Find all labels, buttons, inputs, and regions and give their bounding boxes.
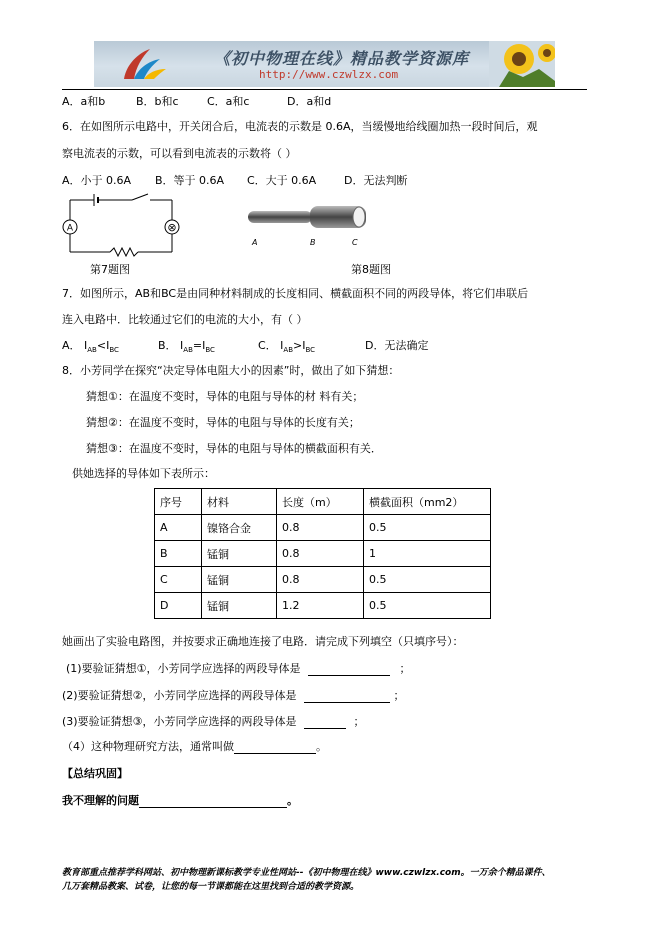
q6-option-a: A．小于 0.6A (62, 174, 132, 187)
summary-heading: 【总结巩固】 (62, 767, 128, 780)
table-cell: 0.5 (364, 515, 491, 541)
table-cell: 锰铜 (202, 541, 277, 567)
banner-url: http://www.czwlzx.com (259, 68, 399, 81)
summary-blank[interactable] (139, 795, 287, 808)
fill3-blank[interactable] (304, 716, 346, 729)
fill3-text: (3)要验证猜想③，小芳同学应选择的两段导体是 (62, 715, 297, 728)
fill1-blank[interactable] (308, 663, 390, 676)
q8-intro: 8．小芳同学在探究“决定导体电阻大小的因素”时，做出了如下猜想： (62, 364, 400, 377)
q6-option-d: D．无法判断 (344, 174, 408, 187)
table-cell: 0.8 (277, 567, 364, 593)
q6-stem-line2: 察电流表的示数，可以看到电流表的示数将（ ） (62, 147, 297, 160)
q7-option-b-label: B． I (158, 339, 184, 352)
conductor-label-c: C (352, 238, 358, 247)
fill2-semicolon: ； (393, 689, 405, 702)
q7-option-a-label: A． I (62, 339, 88, 352)
q6-option-c: C．大于 0.6A (247, 174, 317, 187)
subscript-ab: AB (283, 346, 294, 355)
subscript-bc: BC (305, 346, 316, 355)
q7-stem-line1: 7．如图所示，AB和BC是由同种材料制成的长度相同、横截面积不同的两段导体，将它们串联后 (62, 287, 529, 300)
q8-guess2: 猜想②：在温度不变时，导体的电阻与导体的长度有关； (86, 416, 360, 429)
q8-fill2 (62, 689, 404, 703)
conductor-label-b: B (310, 238, 316, 247)
q5-option-c: C．a和c (207, 95, 250, 108)
banner-title: 《初中物理在线》精品教学资源库 (214, 49, 470, 68)
q8-guess1: 猜想①：在温度不变时，导体的电阻与导体的材 料有关； (86, 390, 364, 403)
table-cell: 0.5 (364, 567, 491, 593)
table-cell: D (155, 593, 202, 619)
ammeter-symbol: A (66, 223, 74, 234)
q8-fill1 (66, 662, 410, 676)
q8-table-intro: 供她选择的导体如下表所示： (72, 467, 215, 480)
q8-fill4 (62, 740, 327, 754)
table-cell: 镍铬合金 (202, 515, 277, 541)
q5-option-b: B．b和c (136, 95, 179, 108)
relation-less: < (96, 339, 107, 352)
q7-option-b: B． $I_{AB}=I_{BC}$ (158, 339, 215, 355)
q7-stem-line2: 连入电路中．比较通过它们的电流的大小，有（ ） (62, 313, 308, 326)
subscript-ab: AB (183, 346, 193, 355)
table-cell: A (155, 515, 202, 541)
summary-prompt-text: 我不理解的问题 (62, 794, 139, 807)
subscript-bc: BC (205, 346, 215, 355)
circuit-diagram (60, 190, 190, 262)
fill1-text: (1)要验证猜想①，小芳同学应选择的两段导体是 (66, 662, 301, 675)
table-row (155, 515, 491, 541)
fill2-blank[interactable] (304, 690, 390, 703)
lamp-symbol: ⊗ (167, 221, 177, 234)
fill1-semicolon: ； (399, 662, 411, 675)
relation-greater: > (293, 339, 303, 352)
table-header-cell: 序号 (155, 489, 202, 515)
table-header-cell: 横截面积（mm2） (364, 489, 491, 515)
footer-line1: 教育部重点推荐学科网站、初中物理新课标教学专业性网站--《初中物理在线》www.czwlzx.com。一万余个精品课件、 (62, 868, 551, 878)
table-cell: 1 (364, 541, 491, 567)
table-cell: C (155, 567, 202, 593)
summary-prompt (62, 794, 298, 808)
table-cell: 0.8 (277, 541, 364, 567)
table-header-cell: 材料 (202, 489, 277, 515)
conductor-diagram (240, 203, 375, 253)
fig8-caption: 第8题图 (351, 263, 391, 276)
fill2-text: (2)要验证猜想②，小芳同学应选择的两段导体是 (62, 689, 297, 702)
subscript-ab: AB (87, 346, 97, 355)
q5-option-d: D．a和d (287, 95, 332, 108)
table-cell: 0.5 (364, 593, 491, 619)
table-header-cell: 长度（m） (277, 489, 364, 515)
conductor-label-a: A (252, 238, 258, 247)
fill4-period: 。 (316, 740, 327, 753)
table-row (155, 567, 491, 593)
q6-option-b: B．等于 0.6A (155, 174, 225, 187)
table-header-row (155, 489, 491, 515)
q8-guess3: 猜想③：在温度不变时，导体的电阻与导体的横截面积有关． (86, 442, 382, 455)
subscript-bc: BC (109, 346, 119, 355)
q8-after-table: 她画出了实验电路图，并按要求正确地连接了电路．请完成下列填空（只填序号）： (62, 635, 464, 648)
q7-option-a: A． $I_{AB}<I_{BC}$ (62, 339, 119, 355)
header-banner (94, 41, 555, 87)
table-cell: B (155, 541, 202, 567)
table-row (155, 593, 491, 619)
conductor-table (154, 488, 491, 619)
fill4-blank[interactable] (234, 741, 316, 754)
fig7-caption: 第7题图 (90, 263, 130, 276)
q7-option-d: D．无法确定 (365, 339, 429, 352)
summary-end: 。 (287, 794, 298, 807)
q7-option-c-label: C． I (258, 339, 284, 352)
logo-icon (116, 45, 176, 85)
fill3-semicolon: ； (353, 715, 365, 728)
table-cell: 0.8 (277, 515, 364, 541)
q5-option-a: A．a和b (62, 95, 106, 108)
sunflower-image (489, 41, 555, 87)
q6-stem-line1: 6．在如图所示电路中，开关闭合后，电流表的示数是 0.6A，当缓慢地给线圈加热一段时间后，观 (62, 120, 538, 133)
table-row (155, 541, 491, 567)
table-cell: 1.2 (277, 593, 364, 619)
relation-equal: = (192, 339, 203, 352)
table-cell: 锰铜 (202, 593, 277, 619)
table-cell: 锰铜 (202, 567, 277, 593)
q7-option-c: C． $I_{AB}>I_{BC}$ (258, 339, 316, 355)
q8-fill3 (62, 715, 364, 729)
footer-line2: 几万套精品教案、试卷，让您的每一节课都能在这里找到合适的教学资源。 (62, 882, 360, 892)
header-rule (62, 89, 587, 90)
fill4-text: （4）这种物理研究方法，通常叫做 (62, 740, 234, 753)
